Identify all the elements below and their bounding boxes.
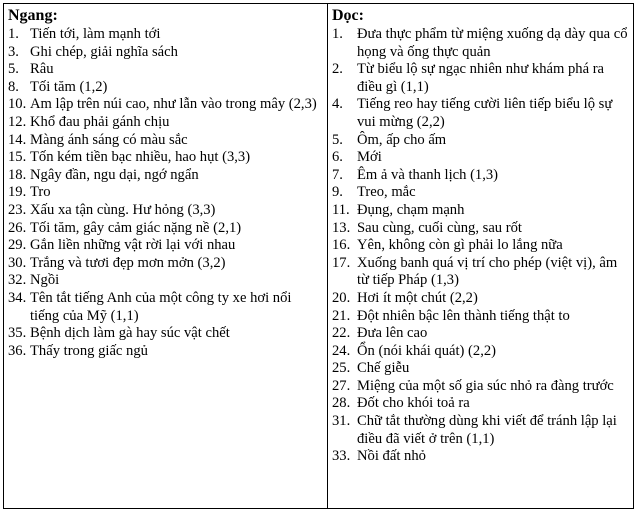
- clue-number: 32.: [8, 272, 27, 289]
- across-clue-list: [8, 26, 323, 360]
- across-clue: [8, 255, 323, 273]
- across-clue: [8, 96, 323, 114]
- clue-number: 29.: [8, 237, 27, 254]
- clue-number: 30.: [8, 254, 27, 271]
- clue-text: Xấu xa tận cùng. Hư hỏng (3,3): [30, 201, 216, 218]
- clue-text: Tên tắt tiếng Anh của một công ty xe hơi nổi tiếng của Mỹ (1,1): [30, 289, 292, 324]
- clue-text: Tiến tới, làm mạnh tới: [30, 26, 161, 42]
- clue-text: Tốn kém tiền bạc nhiều, hao hụt (3,3): [30, 149, 251, 166]
- clue-text: Đốt cho khói toả ra: [357, 395, 470, 412]
- clue-text: Thấy trong giấc ngủ: [30, 342, 148, 359]
- clue-text: Gắn liền những vật rời lại với nhau: [30, 237, 236, 254]
- clue-text: Đụng, chạm mạnh: [357, 201, 465, 218]
- down-column: [327, 4, 633, 508]
- clue-text: Râu: [30, 61, 54, 78]
- down-clue: [332, 96, 629, 131]
- down-clue: [332, 308, 629, 326]
- clue-number: 8.: [8, 78, 19, 95]
- down-clue: [332, 132, 629, 150]
- across-heading: Ngang:: [8, 7, 58, 24]
- clue-text: Treo, mắc: [357, 184, 416, 201]
- clue-number: 25.: [332, 360, 351, 377]
- clue-text: Bệnh dịch làm gà hay súc vật chết: [30, 325, 230, 342]
- clue-text: Chữ tắt thường dùng khi viết để tránh lập lại điều đã viết ở trên (1,1): [357, 413, 617, 447]
- clue-text: Sau cùng, cuối cùng, sau rốt: [357, 219, 522, 236]
- across-clue: [8, 79, 323, 97]
- across-clue: [8, 132, 323, 150]
- clue-number: 20.: [332, 289, 351, 306]
- clue-text: Xuống banh quá vị trí cho phép (việt vị), âm từ tiếp Pháp (1,3): [357, 254, 618, 289]
- across-clue: [8, 149, 323, 167]
- clue-text: Khổ đau phải gánh chịu: [30, 113, 170, 130]
- across-clue: [8, 272, 323, 290]
- across-clue: [8, 220, 323, 238]
- clue-text: Tro: [30, 184, 51, 201]
- clue-number: 12.: [8, 113, 27, 130]
- down-clue: [332, 202, 629, 220]
- clue-number: 5.: [8, 61, 19, 78]
- across-clue: [8, 61, 323, 79]
- clue-text: Đưa lên cao: [357, 325, 428, 342]
- down-clue: [332, 255, 629, 290]
- down-clue: [332, 26, 629, 61]
- clue-number: 31.: [332, 413, 351, 430]
- down-clue: [332, 360, 629, 378]
- across-clue: [8, 202, 323, 220]
- down-clue: [332, 290, 629, 308]
- clue-number: 22.: [332, 325, 351, 342]
- down-clue: [332, 378, 629, 396]
- down-clue: [332, 413, 629, 448]
- clue-number: 28.: [332, 395, 351, 412]
- clue-text: Ngồi: [30, 272, 60, 289]
- clue-text: Chế giễu: [357, 360, 410, 377]
- down-clue: [332, 325, 629, 343]
- down-heading: Dọc:: [332, 7, 364, 24]
- across-clue: [8, 167, 323, 185]
- clue-number: 7.: [332, 166, 343, 183]
- across-clue: [8, 290, 323, 325]
- across-clue: [8, 26, 323, 44]
- clue-number: 14.: [8, 131, 27, 148]
- clue-number: 16.: [332, 237, 351, 254]
- clue-number: 17.: [332, 254, 351, 271]
- across-clue: [8, 114, 323, 132]
- clue-text: Tối tăm, gây cảm giác nặng nề (2,1): [30, 219, 242, 236]
- across-clue: [8, 343, 323, 361]
- clue-number: 26.: [8, 219, 27, 236]
- across-clue: [8, 237, 323, 255]
- clue-number: 19.: [8, 184, 27, 201]
- clue-number: 23.: [8, 201, 27, 218]
- clue-text: Hơi ít một chút (2,2): [357, 289, 478, 306]
- clue-text: Nồi đất nhỏ: [357, 448, 426, 465]
- clue-number: 34.: [8, 289, 27, 306]
- down-clue: [332, 184, 629, 202]
- clue-number: 3.: [8, 43, 19, 60]
- clue-text: Trắng và tươi đẹp mơn mởn (3,2): [30, 254, 226, 271]
- clue-number: 27.: [332, 377, 351, 394]
- clue-number: 33.: [332, 448, 351, 465]
- clue-number: 15.: [8, 149, 27, 166]
- clue-text: Ghi chép, giải nghĩa sách: [30, 43, 178, 60]
- clue-number: 36.: [8, 342, 27, 359]
- clue-text: Mới: [357, 149, 382, 166]
- clue-text: Đột nhiên bậc lên thành tiếng thật to: [357, 307, 570, 324]
- across-clue: [8, 184, 323, 202]
- clue-text: Yên, không còn gì phải lo lắng nữa: [357, 237, 563, 254]
- down-clue: [332, 237, 629, 255]
- clue-table: [3, 3, 634, 509]
- clue-number: 18.: [8, 166, 27, 183]
- clue-text: Tiếng reo hay tiếng cười liên tiếp biểu lộ sự vui mừng (2,2): [357, 96, 613, 130]
- clue-number: 1.: [8, 26, 19, 42]
- clue-text: Am lập trên núi cao, như lẫn vào trong mây (2,3): [30, 96, 317, 113]
- down-clue: [332, 395, 629, 413]
- clue-text: Ôm, ấp cho ấm: [357, 131, 447, 148]
- down-clue: [332, 149, 629, 167]
- clue-number: 24.: [332, 342, 351, 359]
- down-clue: [332, 220, 629, 238]
- clue-number: 4.: [332, 96, 343, 113]
- clue-number: 1.: [332, 26, 343, 42]
- clue-text: Ngây đần, ngu dại, ngớ ngẩn: [30, 166, 199, 183]
- clue-text: Tối tăm (1,2): [30, 78, 108, 95]
- clue-number: 13.: [332, 219, 351, 236]
- clue-number: 6.: [332, 149, 343, 166]
- down-clue: [332, 167, 629, 185]
- across-clue: [8, 325, 323, 343]
- clue-text: Ổn (nói khái quát) (2,2): [357, 342, 497, 359]
- clue-number: 10.: [8, 96, 27, 113]
- clue-number: 21.: [332, 307, 351, 324]
- clue-number: 2.: [332, 61, 343, 78]
- clue-number: 11.: [332, 201, 350, 218]
- clue-text: Miệng của một số gia súc nhỏ ra đàng trước: [357, 377, 614, 394]
- across-clue: [8, 44, 323, 62]
- clue-text: Màng ánh sáng có màu sắc: [30, 131, 188, 148]
- clue-text: Đưa thực phẩm từ miệng xuống dạ dày qua cổ họng và ống thực quản: [357, 26, 628, 60]
- clue-text: Êm ả và thanh lịch (1,3): [357, 166, 499, 183]
- down-clue-list: [332, 26, 629, 466]
- down-clue: [332, 448, 629, 466]
- clue-number: 9.: [332, 184, 343, 201]
- clue-number: 5.: [332, 131, 343, 148]
- down-clue: [332, 61, 629, 96]
- across-column: [4, 4, 327, 508]
- down-clue: [332, 343, 629, 361]
- clue-text: Từ biểu lộ sự ngạc nhiên như khám phá ra điều gì (1,1): [357, 61, 605, 95]
- clue-number: 35.: [8, 325, 27, 342]
